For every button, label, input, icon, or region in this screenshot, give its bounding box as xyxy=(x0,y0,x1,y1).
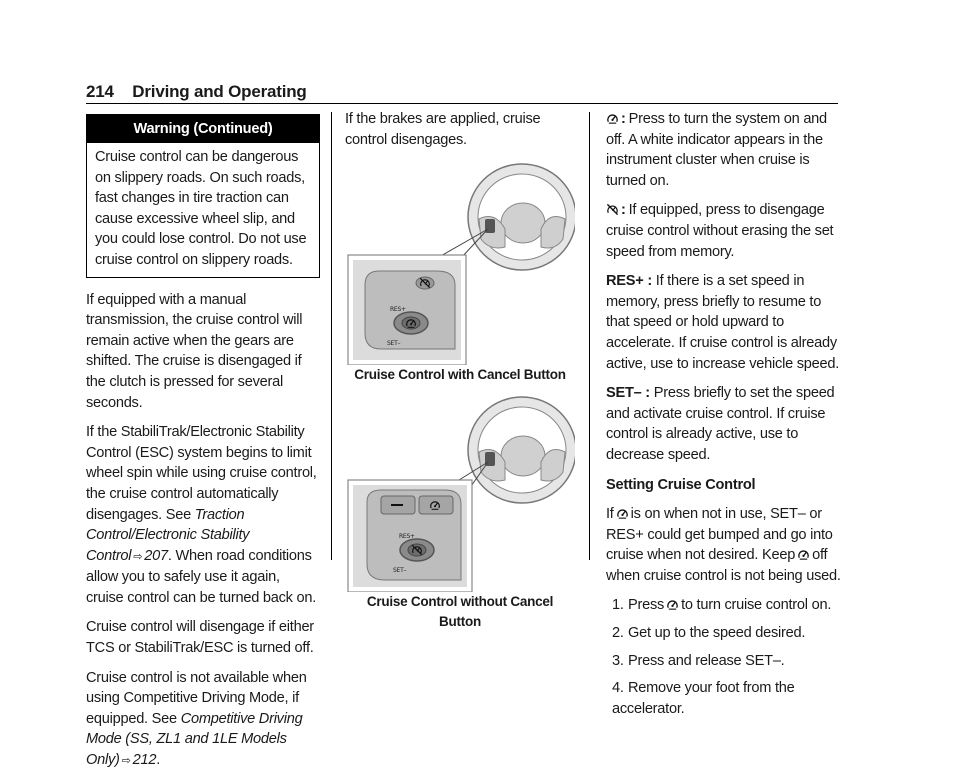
list-item xyxy=(606,678,842,719)
column-divider xyxy=(331,112,332,560)
competitive-text-end: . xyxy=(156,752,161,769)
tcs-paragraph: Cruise control will disengage if either TCS or StabiliTrak/ESC is turned off. xyxy=(86,619,314,657)
step-number: 3. xyxy=(612,652,624,669)
fig-res-label: RES+ xyxy=(399,532,415,540)
step-text: to turn cruise control on. xyxy=(681,597,832,614)
brakes-paragraph: If the brakes are applied, cruise control disengages. xyxy=(345,111,541,148)
steering-wheel-illustration xyxy=(345,396,575,592)
section-title: Driving and Operating xyxy=(132,82,307,101)
set-label: SET– : xyxy=(606,385,650,402)
cruise-icon xyxy=(606,112,619,125)
res-paragraph xyxy=(606,271,842,374)
figure-caption-with-cancel: Cruise Control with Cancel Button xyxy=(354,367,566,383)
competitive-mode-link[interactable]: Competitive Driving Mode (SS, ZL1 and 1LE Models Only) xyxy=(86,710,303,769)
page-ref-arrow-icon: ⇨ xyxy=(133,550,143,563)
step-text: Press xyxy=(628,597,665,614)
set-paragraph xyxy=(606,383,842,465)
competitive-mode-page[interactable]: 212 xyxy=(132,752,157,769)
traction-control-page[interactable]: 207 xyxy=(144,547,168,564)
setting-heading-text: Setting Cruise Control xyxy=(606,476,756,493)
competitive-mode-paragraph xyxy=(86,668,320,772)
figure-caption-without-cancel: Cruise Control without Cancel Button xyxy=(366,593,554,630)
cancel-paragraph: : If equipped, press to disengage cruise control without erasing the set speed from memory. xyxy=(606,202,834,260)
step-text: Get up to the speed desired. xyxy=(628,625,806,642)
fig-res-label: RES+ xyxy=(390,306,406,314)
column-right xyxy=(606,109,842,726)
cruise-icon xyxy=(666,598,679,611)
esc-paragraph xyxy=(86,422,320,608)
list-item xyxy=(606,651,842,672)
warning-title: Warning (Continued) xyxy=(87,115,319,143)
steering-wheel-illustration xyxy=(345,159,575,365)
on-off-text: Press to turn the system on and off. A white indicator appears in the instrument cluster when cruise is turned on. xyxy=(606,111,827,189)
page-number: 214 xyxy=(86,82,114,101)
column-middle xyxy=(345,109,575,633)
cancel-icon xyxy=(606,203,619,216)
setting-text-a: If xyxy=(606,506,614,523)
esc-text: If the StabiliTrak/Electronic Stability Control (ESC) system begins to limit wheel spin while using cruise control, the cruise control automatically disengages. See xyxy=(86,424,317,523)
step-text: Press and release SET–. xyxy=(628,652,785,669)
fig-set-label: SET– xyxy=(387,340,401,348)
setting-steps xyxy=(606,595,842,719)
figure-without-cancel xyxy=(345,396,575,592)
setting-heading xyxy=(606,475,842,496)
fig-set-label: SET– xyxy=(393,566,407,574)
setting-paragraph xyxy=(606,504,842,586)
set-text: Press briefly to set the speed and activate cruise control. If cruise control is already active, use to decrease speed. xyxy=(606,385,835,463)
header-rule xyxy=(86,103,838,104)
res-label: RES+ : xyxy=(606,273,652,290)
figure-with-cancel xyxy=(345,159,575,365)
competitive-text: Cruise control is not available when using Competitive Driving Mode, if equipped. See xyxy=(86,669,307,727)
esc-text-end: . When road conditions allow you to safely use it again, cruise control can be turned back on. xyxy=(86,547,317,606)
res-text: If there is a set speed in memory, press briefly to resume to that speed or hold upward to accelerate. If cruise control is already active, use to increase vehicle speed. xyxy=(606,273,840,372)
warning-text: Cruise control can be dangerous on slippery roads. On such roads, fast changes in tire traction can cause excessive wheel slip, and you could lose control. Do not use cruise control on slippery roads. xyxy=(95,149,307,268)
cruise-icon xyxy=(616,507,629,520)
setting-text-c: off when cruise control is not being used. xyxy=(606,547,841,584)
step-text: Remove your foot from the accelerator. xyxy=(612,680,795,717)
step-number: 1. xyxy=(612,597,624,614)
list-item xyxy=(606,595,842,616)
cruise-icon xyxy=(797,548,810,561)
column-divider xyxy=(589,112,590,560)
cancel-text: If equipped, press to disengage cruise control without erasing the set speed from memory. xyxy=(606,202,834,260)
list-item xyxy=(606,623,842,644)
setting-text-b: is on when not in use, SET– or RES+ could get bumped and go into cruise when not desired. Keep xyxy=(606,506,833,564)
step-number: 4. xyxy=(612,680,624,697)
page-ref-arrow-icon: ⇨ xyxy=(121,755,131,768)
manual-transmission-paragraph: If equipped with a manual transmission, the cruise control will remain active when the gears are shifted. The cruise is disengaged if the clutch is pressed for several seconds. xyxy=(86,291,303,411)
column-left xyxy=(86,114,320,781)
traction-control-link[interactable]: Traction Control/Electronic Stability Control xyxy=(86,506,250,564)
step-number: 2. xyxy=(612,625,624,642)
warning-box xyxy=(86,114,320,278)
on-off-paragraph: : Press to turn the system on and off. A white indicator appears in the instrument cluster when cruise is turned on. xyxy=(606,111,827,189)
